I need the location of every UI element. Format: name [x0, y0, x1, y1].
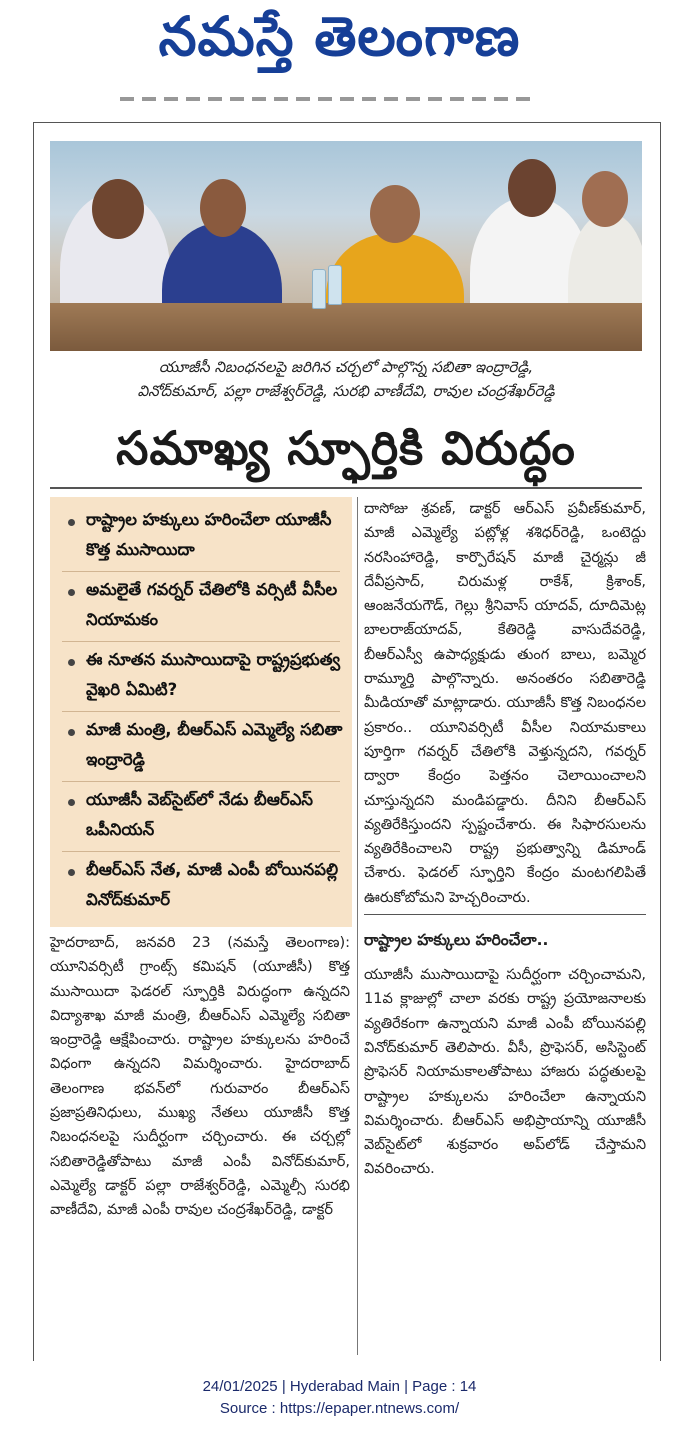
- highlight-text: మాజీ మంత్రి, బీఆర్‌ఎస్ ఎమ్మెల్యే సబితా ఇంద్రారెడ్డి: [86, 720, 343, 769]
- body-column-left: [50, 931, 350, 1223]
- body-paragraph: యూజీసీ ముసాయిదాపై సుదీర్ఘంగా చర్చించామని, 11వ క్లాజుల్లో చాలా వరకు రాష్ట్ర ప్రయోజనాలకు వ్యతిరేకంగా ఉన్నాయని మాజీ ఎంపీ బోయినపల్లి వినోద్‌కుమార్ తెలిపారు. వీసీ, ప్రొఫెసర్, అసిస్టెంట్ ప్రొఫెసర్ నియామకాలతోపాటు హాజరు పద్ధతులపై రాష్ట్రాల హక్కులను హరించేలా ఉన్నాయని విమర్శించారు. బీఆర్‌ఎస్ అభిప్రాయాన్ని యూజీసీ వెబ్‌సైట్‌లో శుక్రవారం అప్‌లోడ్ చేస్తామని వివరించారు.: [364, 967, 646, 1178]
- highlight-text: రాష్ట్రాల హక్కులు హరించేలా యూజీసీ కొత్త ముసాయిదా: [86, 510, 332, 559]
- highlights-box: [50, 497, 352, 927]
- news-photo: [50, 141, 642, 351]
- photo-head: [200, 179, 246, 237]
- bullet-icon: [68, 729, 75, 736]
- highlight-text: బీఆర్‌ఎస్ నేత, మాజీ ఎంపీ బోయినపల్లి వినోద్‌కుమార్: [86, 860, 339, 909]
- photo-bottle: [312, 269, 326, 309]
- column-divider: [357, 497, 358, 1355]
- photo-head: [508, 159, 556, 217]
- bullet-icon: [68, 519, 75, 526]
- caption-line: వినోద్‌కుమార్, పల్లా రాజేశ్వర్‌రెడ్డి, సురభి వాణీదేవి, రావుల చంద్రశేఖర్‌రెడ్డి: [137, 382, 555, 400]
- masthead-title: నమస్తే తెలంగాణ: [158, 5, 521, 68]
- photo-bottle: [328, 265, 342, 305]
- source-link[interactable]: Source : https://epaper.ntnews.com/: [219, 1400, 460, 1417]
- photo-head: [92, 179, 144, 239]
- bullet-icon: [68, 659, 75, 666]
- body-paragraph: హైదరాబాద్, జనవరి 23 (నమస్తే తెలంగాణ): యూనివర్సిటీ గ్రాంట్స్ కమిషన్ (యూజీసీ) కొత్త ముసాయిదా ఫెడరల్ స్ఫూర్తికి విరుద్ధంగా ఉన్నదని విద్యాశాఖ మాజీ మంత్రి, బీఆర్‌ఎస్ ఎమ్మెల్యే సబితా ఇంద్రారెడ్డి ఆక్షేపించారు. రాష్ట్రాల హక్కులను హరించే విధంగా ఉన్నదని విమర్శించారు. హైదరాబాద్ తెలంగాణ భవన్‌లో గురువారం బీఆర్‌ఎస్ ప్రజాప్రతినిధులు, ముఖ్య నేతలు యూజీసీ కొత్త నిబంధనలపై సుదీర్ఘంగా చర్చించారు. ఈ చర్చల్లో సబితారెడ్డితోపాటు మాజీ ఎంపీ వినోద్‌కుమార్, ఎమ్మెల్యే డాక్టర్ పల్లా రాజేశ్వర్‌రెడ్డి, ఎమ్మెల్సీ సురభి వాణీదేవి, మాజీ ఎంపీ రావుల చంద్రశేఖర్‌రెడ్డి, డాక్టర్: [50, 935, 350, 1219]
- photo-table: [50, 303, 642, 351]
- masthead-rule: [120, 97, 530, 101]
- photo-caption: [50, 355, 642, 403]
- highlight-text: ఈ నూతన ముసాయిదాపై రాష్ట్రప్రభుత్వ వైఖరి ఏమిటి?: [86, 650, 341, 699]
- highlight-divider: [62, 641, 340, 642]
- highlight-divider: [62, 781, 340, 782]
- bullet-icon: [68, 799, 75, 806]
- photo-head: [370, 185, 420, 243]
- masthead: [0, 0, 679, 80]
- body-paragraph: దాసోజు శ్రవణ్, డాక్టర్ ఆర్‌ఎస్ ప్రవీణ్‌కుమార్, మాజీ ఎమ్మెల్యే పట్లోళ్ల శశిధర్‌రెడ్డి, ఒంటెద్దు నరసింహారెడ్డి, కార్పొరేషన్ మాజీ చైర్మన్లు జీ దేవీప్రసాద్, చిరుమళ్ల రాకేశ్, క్రిశాంక్, ఆంజనేయగౌడ్, గెల్లు శ్రీనివాస్ యాదవ్, దూదిమెట్ల బాలరాజ్‌యాదవ్, కేతిరెడ్డి వాసుదేవరెడ్డి, బీఆర్‌ఎస్వీ ఉపాధ్యక్షుడు తుంగ బాలు, బమ్మెర రామ్మూర్తి పాల్గొన్నారు. అనంతరం సబితారెడ్డి మీడియాతో మాట్లాడారు. యూజీసీ కొత్త నిబంధనల ప్రకారం.. యూనివర్సిటీ వీసీల నియామకాలు పూర్తిగా గవర్నర్ చేతిలోకి వెళ్తున్నదని, గవర్నర్ ద్వారా కేంద్రం పెత్తనం చెలాయించాలని చూస్తున్నదని మండిపడ్డారు. దీనిని బీఆర్‌ఎస్ వ్యతిరేకిస్తుందని స్పష్టంచేశారు. ఈ సిఫారసులను వ్యతిరేకించాలని రాష్ట్ర ప్రభుత్వాన్ని డిమాండ్ చేశారు. ఫెడరల్ స్ఫూర్తిని కేంద్రం మంటగలిపితే ఊరుకోబోమని హెచ్చరించారు.: [364, 501, 646, 906]
- bullet-icon: [68, 869, 75, 876]
- headline-divider: [50, 487, 642, 489]
- article-card: [33, 122, 661, 1361]
- highlight-divider: [62, 851, 340, 852]
- highlight-text: యూజీసీ వెబ్‌సైట్‌లో నేడు బీఆర్‌ఎస్ ఒపీనియన్: [86, 790, 314, 839]
- section-subhead: రాష్ట్రాల హక్కులు హరించేలా..: [364, 931, 549, 950]
- edition-info: 24/01/2025 | Hyderabad Main | Page : 14: [202, 1378, 477, 1395]
- headline: సమాఖ్య స్ఫూర్తికి విరుద్ధం: [116, 421, 576, 475]
- bullet-icon: [68, 589, 75, 596]
- photo-head: [582, 171, 628, 227]
- page-footer: [0, 1376, 679, 1420]
- highlight-divider: [62, 571, 340, 572]
- section-rule: [364, 914, 646, 915]
- caption-line: యూజీసీ నిబంధనలపై జరిగిన చర్చలో పాల్గొన్న సబితా ఇంద్రారెడ్డి,: [158, 358, 534, 376]
- highlight-text: అమలైతే గవర్నర్ చేతిలోకి వర్సిటీ వీసీల నియామకం: [86, 580, 338, 629]
- highlight-divider: [62, 711, 340, 712]
- body-column-right: [364, 497, 646, 1182]
